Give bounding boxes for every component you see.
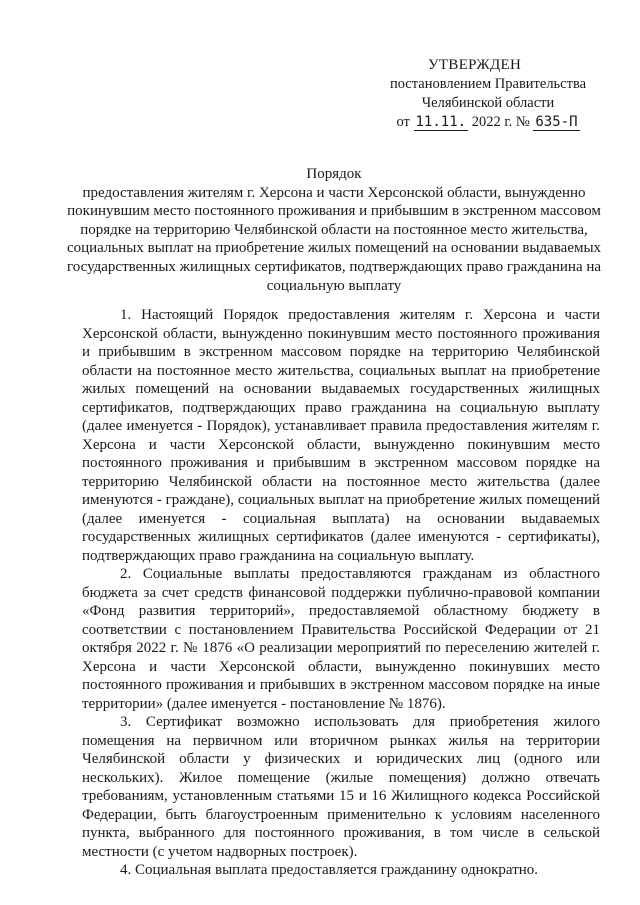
handwritten-date: 11.11. bbox=[415, 114, 467, 130]
paragraph-4: 4. Социальная выплата предоставляется гражданину однократно. bbox=[120, 862, 539, 878]
approval-stamp bbox=[378, 56, 598, 132]
paragraph-3: 3. Сертификат возможно использовать для приобретения жилого помещения на первичном или вторичном рынках жилья на территории Челябинской области у физических и юридических лиц (одного или нескольких). Жилое помещение (жилые помещения) должно отвечать требованиям, установленным статьями 15 и 16 Жилищного кодекса Российской Федерации, быть благоустроенным применительно к условиям населенного пункта, выбранного для постоянного проживания, в том числе в сельской местности (с учетом надворных построек). bbox=[82, 714, 600, 860]
approval-line-region: Челябинской области bbox=[421, 95, 555, 111]
date-prefix: от bbox=[396, 114, 410, 130]
approval-heading: УТВЕРЖДЕН bbox=[428, 57, 522, 73]
document-title-block bbox=[60, 165, 608, 295]
paragraph-1: 1. Настоящий Порядок предоставления жителям г. Херсона и части Херсонской области, вынужденно покинувшим место постоянного проживания и прибывшим в экстренном массовом порядке на территорию Челябинской области на постоянное место жительства, социальных выплат на приобретение жилых помещений на основании выдаваемых государственных жилищных сертификатов, подтверждающих право гражданина на социальную выплату (далее именуется - Порядок), устанавливает правила предоставления жителям г. Херсона и части Херсонской области, вынужденно покинувшим место постоянного проживания и прибывшим в экстренном массовом порядке на территорию Челябинской области на постоянное место жительства (далее именуются - граждане), социальных выплат на приобретение жилых помещений (далее именуется - социальная выплата) на основании выдаваемых государственных жилищных сертификатов (далее именуются - сертификаты), подтверждающих право гражданина на социальную выплату. bbox=[82, 307, 600, 564]
document-title: Порядок bbox=[306, 166, 362, 182]
approval-date-line bbox=[378, 113, 598, 132]
handwritten-number: 635-П bbox=[535, 114, 578, 130]
year-number-label: 2022 г. № bbox=[471, 114, 530, 130]
approval-line-resolution: постановлением Правительства bbox=[389, 76, 587, 92]
document-subtitle: предоставления жителям г. Херсона и части Херсонской области, вынужденно покинувшим место постоянного проживания и прибывшим в экстренном массовом порядке на территорию Челябинской области на постоянное место жительства, социальных выплат на приобретение жилых помещений на основании выдаваемых государственных жилищных сертификатов, подтверждающих право гражданина на социальную выплату bbox=[66, 184, 602, 294]
document-body bbox=[82, 306, 600, 880]
paragraph-2: 2. Социальные выплаты предоставляются гражданам из областного бюджета за счет средств финансовой поддержки публично-правовой компании «Фонд развития территорий», предоставляемой областному бюджету в соответствии с постановлением Правительства Российской Федерации от 21 октября 2022 г. № 1876 «О реализации мероприятий по переселению жителей г. Херсона и части Херсонской области, вынужденно покинувших место постоянного проживания и прибывших в экстренном массовом порядке на иные территории» (далее именуется - постановление № 1876). bbox=[82, 566, 600, 712]
